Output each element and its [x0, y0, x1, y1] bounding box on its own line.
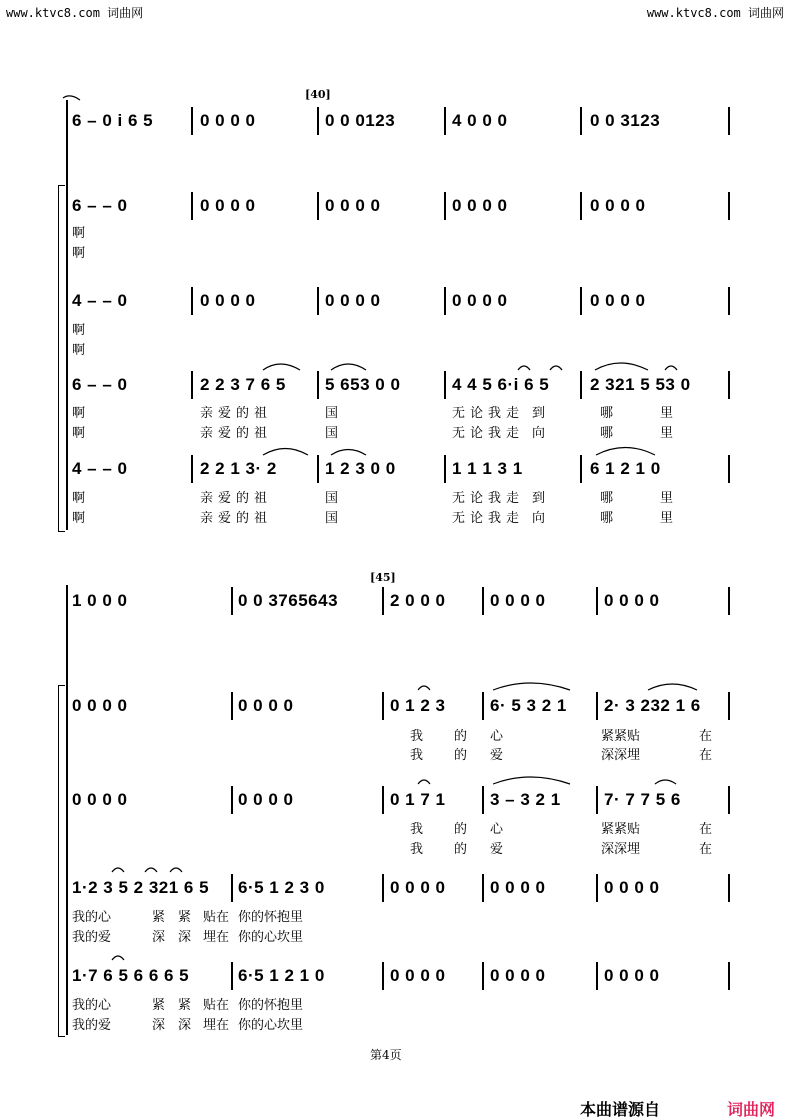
lyric: 我 — [410, 748, 424, 763]
lyric: 国 — [325, 406, 339, 421]
lyric: 紧 — [178, 998, 192, 1013]
lyric: 里 — [660, 491, 674, 506]
lyric: 心 — [490, 729, 504, 744]
measure: 4 – – 0 — [72, 291, 128, 310]
slur — [63, 96, 80, 100]
lyric: 的 — [454, 748, 468, 763]
measure: 0 0 0123 — [325, 111, 396, 130]
footer-source-text: 本曲谱源自 — [580, 1100, 661, 1119]
lyric: 我的爱 — [72, 930, 112, 945]
measure: 2 321 5 53 0 — [590, 375, 691, 394]
lyric: 哪 — [600, 426, 614, 441]
measure: 4 – – 0 — [72, 459, 128, 478]
page-number: 第4页 — [370, 1048, 402, 1062]
measure: 0 0 0 0 — [72, 790, 128, 809]
lyric: 啊 — [72, 226, 86, 241]
lyric: 亲爱的祖 — [200, 406, 273, 421]
slur — [648, 684, 697, 690]
lyric: 到 — [532, 406, 546, 421]
measure: 0 0 0 0 — [200, 291, 256, 310]
measure: 0 0 0 0 — [604, 966, 660, 985]
measure: 0 0 0 0 — [72, 696, 128, 715]
measure: 0 0 3123 — [590, 111, 661, 130]
measure: 1 2 3 0 0 — [325, 459, 396, 478]
slur — [493, 777, 570, 784]
lyric: 你的怀抱里 — [238, 910, 304, 925]
slur — [665, 366, 677, 370]
measure: 0 0 0 0 — [604, 591, 660, 610]
lyric: 紧 — [152, 910, 166, 925]
measure: 2 2 1 3· 2 — [200, 459, 277, 478]
slur — [145, 868, 157, 872]
lyric: 我 — [410, 842, 424, 857]
slur — [112, 956, 124, 960]
lyric: 无论我走 — [452, 426, 525, 441]
measure: 0 0 0 0 — [590, 291, 646, 310]
measure: 0 0 0 0 — [390, 878, 446, 897]
rehearsal-marker-45: [45] — [370, 571, 396, 584]
lyric: 你的心坎里 — [238, 1018, 304, 1033]
lyric: 埋在 — [203, 1018, 230, 1033]
lyric: 我的心 — [72, 998, 112, 1013]
lyric: 深深埋 — [601, 748, 641, 763]
lyric: 在 — [699, 822, 713, 837]
rehearsal-marker-40: [40] — [305, 88, 331, 101]
lyric: 向 — [532, 426, 546, 441]
measure: 1 0 0 0 — [72, 591, 128, 610]
lyric: 到 — [532, 491, 546, 506]
lyric: 我 — [410, 729, 424, 744]
measure: 1·7 6 5 6 6 6 5 — [72, 966, 190, 985]
lyric: 紧紧贴 — [601, 729, 641, 744]
slur — [331, 450, 366, 456]
lyric: 贴在 — [203, 998, 230, 1013]
lyric: 我的心 — [72, 910, 112, 925]
lyric: 向 — [532, 511, 546, 526]
measure: 0 0 0 0 — [238, 790, 294, 809]
lyric: 啊 — [72, 491, 86, 506]
lyric: 无论我走 — [452, 406, 525, 421]
slur — [170, 868, 182, 872]
measure: 6 1 2 1 0 — [590, 459, 661, 478]
measure: 0 0 0 0 — [452, 291, 508, 310]
measure: 3 – 3 2 1 — [490, 790, 561, 809]
measure: 6 – – 0 — [72, 196, 128, 215]
slur — [418, 686, 430, 690]
measure: 6· 5 3 2 1 — [490, 696, 567, 715]
lyric: 里 — [660, 511, 674, 526]
measure: 2 0 0 0 — [390, 591, 446, 610]
watermark-right: www.ktvc8.com 词曲网 — [646, 6, 784, 20]
lyric: 哪 — [600, 511, 614, 526]
lyric: 在 — [699, 729, 713, 744]
measure: 0 0 3765643 — [238, 591, 339, 610]
lyric: 的 — [454, 729, 468, 744]
measure: 1 1 1 3 1 — [452, 459, 523, 478]
measure: 4 4 5 6·i 6 5 — [452, 375, 550, 394]
slur — [596, 448, 655, 456]
measure: 1·2 3 5 2 321 6 5 — [72, 878, 210, 897]
lyric: 紧 — [152, 998, 166, 1013]
lyric: 埋在 — [203, 930, 230, 945]
lyric: 你的心坎里 — [238, 930, 304, 945]
lyric: 的 — [454, 842, 468, 857]
lyric: 我 — [410, 822, 424, 837]
measure: 2 2 3 7 6 5 — [200, 375, 286, 394]
lyric: 国 — [325, 491, 339, 506]
measure: 4 0 0 0 — [452, 111, 508, 130]
slur — [331, 364, 366, 370]
lyric: 啊 — [72, 323, 86, 338]
lyric: 紧紧贴 — [601, 822, 641, 837]
slur — [550, 366, 562, 370]
lyric: 啊 — [72, 406, 86, 421]
measure: 0 1 7 1 — [390, 790, 446, 809]
measure: 0 0 0 0 — [490, 878, 546, 897]
lyric: 啊 — [72, 426, 86, 441]
measure: 0 0 0 0 — [490, 966, 546, 985]
lyric: 的 — [454, 822, 468, 837]
lyric: 啊 — [72, 511, 86, 526]
lyric: 深 — [178, 930, 192, 945]
watermark-left: www.ktvc8.com 词曲网 — [6, 6, 144, 20]
lyric: 啊 — [72, 246, 86, 261]
measure: 0 0 0 0 — [390, 966, 446, 985]
lyric: 亲爱的祖 — [200, 426, 273, 441]
lyric: 在 — [699, 748, 713, 763]
measure: 0 0 0 0 — [490, 591, 546, 610]
lyric: 国 — [325, 511, 339, 526]
slur — [263, 364, 300, 370]
lyric: 爱 — [490, 842, 504, 857]
lyric: 里 — [660, 406, 674, 421]
slur — [112, 868, 124, 872]
measure: 6·5 1 2 1 0 — [238, 966, 325, 985]
lyric: 贴在 — [203, 910, 230, 925]
slur — [263, 449, 308, 456]
lyric: 亲爱的祖 — [200, 511, 273, 526]
lyric: 无论我走 — [452, 491, 525, 506]
lyric: 爱 — [490, 748, 504, 763]
slur — [418, 780, 430, 784]
measure: 2· 3 232 1 6 — [604, 696, 701, 715]
measure: 5 653 0 0 — [325, 375, 401, 394]
measure: 0 1 2 3 — [390, 696, 446, 715]
lyric: 深 — [178, 1018, 192, 1033]
lyric: 里 — [660, 426, 674, 441]
lyric: 深 — [152, 930, 166, 945]
footer-logo[interactable]: 词曲网 — [727, 1100, 776, 1119]
measure: 6 – – 0 — [72, 375, 128, 394]
lyric: 国 — [325, 426, 339, 441]
lyric: 你的怀抱里 — [238, 998, 304, 1013]
measure: 6·5 1 2 3 0 — [238, 878, 325, 897]
measure: 6 – 0 i 6 5 — [72, 111, 154, 130]
measure: 0 0 0 0 — [604, 878, 660, 897]
lyric: 我的爱 — [72, 1018, 112, 1033]
slur — [655, 780, 676, 784]
lyric: 紧 — [178, 910, 192, 925]
lyric: 哪 — [600, 491, 614, 506]
slur — [595, 363, 648, 370]
lyric: 深深埋 — [601, 842, 641, 857]
slur — [518, 366, 530, 370]
measure: 0 0 0 0 — [238, 696, 294, 715]
lyric: 心 — [490, 822, 504, 837]
lyric: 啊 — [72, 343, 86, 358]
measure: 7· 7 7 5 6 — [604, 790, 681, 809]
measure: 0 0 0 0 — [200, 196, 256, 215]
lyric: 哪 — [600, 406, 614, 421]
measure: 0 0 0 0 — [325, 196, 381, 215]
measure: 0 0 0 0 — [325, 291, 381, 310]
lyric: 深 — [152, 1018, 166, 1033]
measure: 0 0 0 0 — [452, 196, 508, 215]
lyric: 无论我走 — [452, 511, 525, 526]
measure: 0 0 0 0 — [200, 111, 256, 130]
slur — [493, 683, 570, 690]
lyric: 在 — [699, 842, 713, 857]
lyric: 亲爱的祖 — [200, 491, 273, 506]
measure: 0 0 0 0 — [590, 196, 646, 215]
